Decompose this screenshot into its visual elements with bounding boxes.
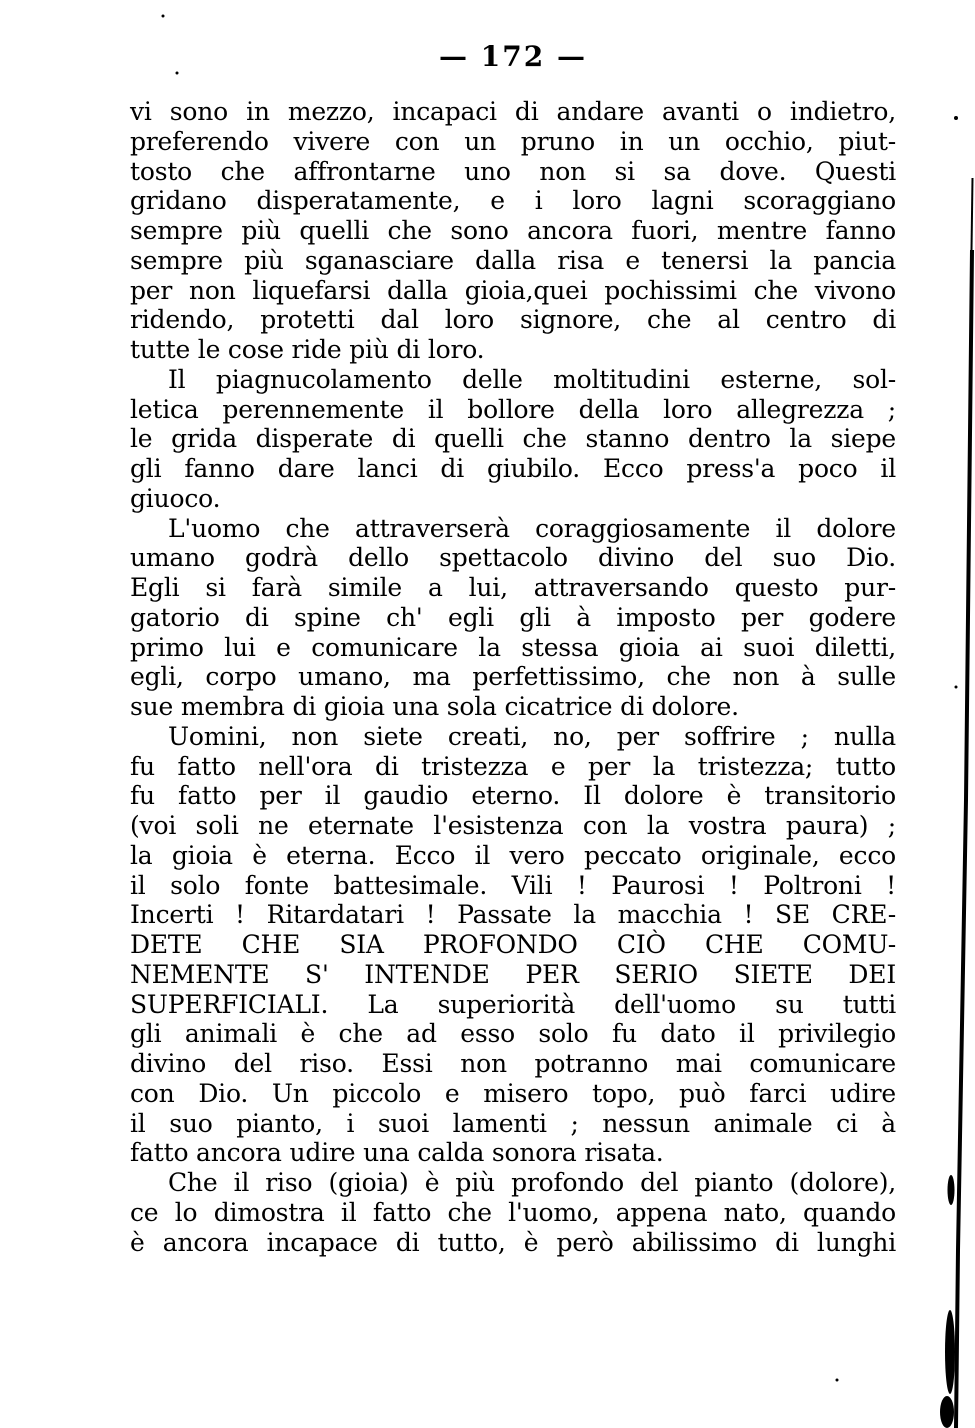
text-line: SUPERFICIALI. La superiorità dell'uomo su tutti <box>130 989 896 1019</box>
scan-edge-line-thin <box>972 178 973 250</box>
text-line: la gioia è eterna. Ecco il vero peccato originale, ecco <box>130 840 896 870</box>
scan-ink-blob <box>945 1310 955 1394</box>
text-line: fu fatto per il gaudio eterno. Il dolore è transitorio <box>130 781 896 811</box>
page-text-block <box>130 97 896 1257</box>
text-line: Il piagnucolamento delle moltitudini esterne, sol- <box>168 364 896 394</box>
text-line: per non liquefarsi dalla gioia,quei pochissimi che vivono <box>130 275 896 305</box>
scan-ink-blob <box>948 1175 955 1205</box>
text-line: sempre più sganasciare dalla risa e tenersi la pancia <box>130 245 896 275</box>
text-line: giuoco. <box>130 483 221 513</box>
text-line: L'uomo che attraverserà coraggiosamente il dolore <box>168 513 896 543</box>
text-line: sue membra di gioia una sola cicatrice di dolore. <box>130 692 739 721</box>
scan-ink-blob <box>940 1396 954 1428</box>
text-line: NEMENTE S' INTENDE PER SERIO SIETE DEI <box>130 959 896 989</box>
scan-speck <box>954 116 958 120</box>
scan-speck <box>955 686 958 689</box>
text-line: Che il riso (gioia) è più profondo del pianto (dolore), <box>168 1168 896 1197</box>
text-line: vi sono in mezzo, incapaci di andare avanti o indietro, <box>130 97 896 126</box>
text-line: ridendo, protetti dal loro signore, che al centro di <box>130 305 896 335</box>
text-line: tutte le cose ride più di loro. <box>130 335 485 364</box>
text-line: con Dio. Un piccolo e misero topo, può farci udire <box>130 1078 896 1108</box>
scan-speck <box>836 1379 839 1382</box>
scan-speck <box>162 15 165 18</box>
text-line: (voi soli ne eternate l'esistenza con la vostra paura) ; <box>130 811 896 840</box>
text-line: fu fatto nell'ora di tristezza e per la tristezza; tutto <box>130 751 896 781</box>
text-line: il suo pianto, i suoi lamenti ; nessun animale ci à <box>130 1108 896 1138</box>
text-line: gridano disperatamente, e i loro lagni scoraggiano <box>130 186 896 216</box>
scan-edge-line <box>956 250 972 1428</box>
text-line: ce lo dimostra il fatto che l'uomo, appena nato, quando <box>130 1197 896 1227</box>
text-line: Egli si farà simile a lui, attraversando questo pur- <box>130 573 896 602</box>
text-line: gli fanno dare lanci di giubilo. Ecco press'a poco il <box>130 454 896 483</box>
text-line: le grida disperate di quelli che stanno dentro la siepe <box>130 424 896 454</box>
text-line: tosto che affrontarne uno non si sa dove. Questi <box>130 156 896 186</box>
text-line: gatorio di spine ch' egli gli à imposto per godere <box>130 602 896 632</box>
text-line: preferendo vivere con un pruno in un occhio, piut- <box>130 126 896 156</box>
text-line: letica perennemente il bollore della loro allegrezza ; <box>130 394 896 424</box>
text-line: DETE CHE SIA PROFONDO CIÒ CHE COMU- <box>130 930 896 959</box>
text-line: egli, corpo umano, ma perfettissimo, che non à sulle <box>130 662 896 692</box>
text-line: Incerti ! Ritardatari ! Passate la macchia ! SE CRE- <box>130 900 896 930</box>
text-line: il solo fonte battesimale. Vili ! Paurosi ! Poltroni ! <box>130 870 896 900</box>
text-line: è ancora incapace di tutto, è però abilissimo di lunghi <box>130 1227 896 1257</box>
text-line: sempre più quelli che sono ancora fuori, mentre fanno <box>130 216 896 245</box>
page-number: — 172 — <box>439 40 587 73</box>
text-line: divino del riso. Essi non potranno mai comunicare <box>130 1049 896 1078</box>
text-line: primo lui e comunicare la stessa gioia ai suoi diletti, <box>130 632 896 662</box>
text-line: gli animali è che ad esso solo fu dato il privilegio <box>130 1019 896 1049</box>
text-line: Uomini, non siete creati, no, per soffrire ; nulla <box>168 721 896 751</box>
text-line: fatto ancora udire una calda sonora risata. <box>130 1138 664 1168</box>
text-line: umano godrà dello spettacolo divino del suo Dio. <box>130 543 896 573</box>
